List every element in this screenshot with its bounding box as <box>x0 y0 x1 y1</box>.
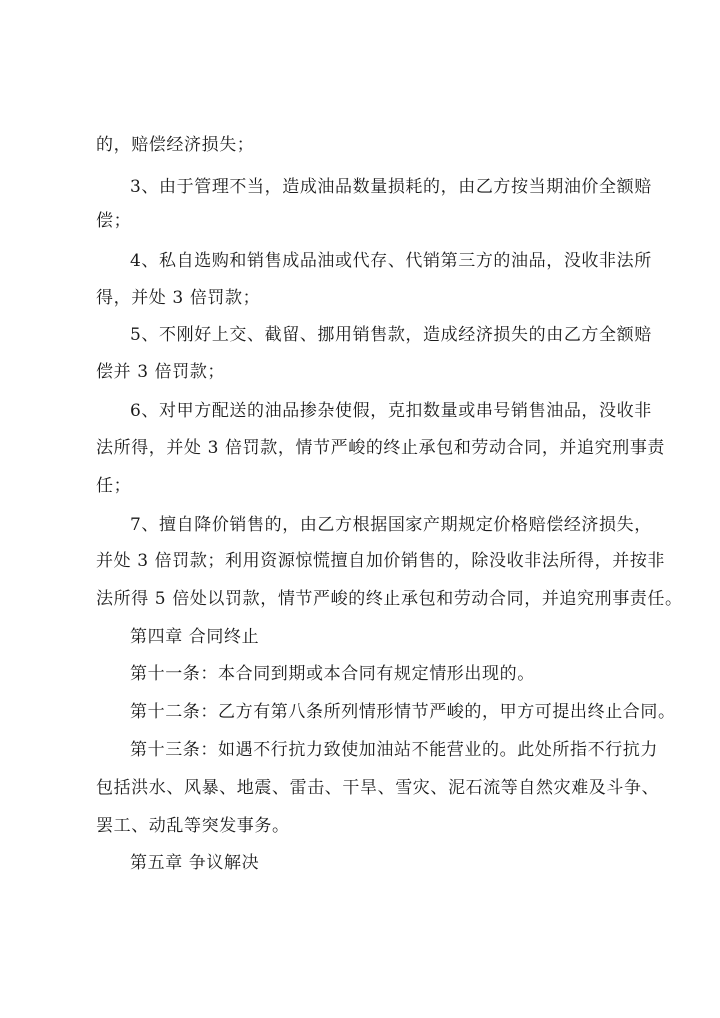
article-line: 第十二条：乙方有第八条所列情形情节严峻的，甲方可提出终止合同。 <box>130 702 676 722</box>
chapter-heading: 第五章 争议解决 <box>130 853 260 873</box>
article-line: 第十一条：本合同到期或本合同有规定情形出现的。 <box>130 664 535 684</box>
text-line: 偿； <box>96 211 132 231</box>
text-line: 法所得 5 倍处以罚款，情节严峻的终止承包和劳动合同，并追究刑事责任。 <box>96 589 683 609</box>
text-line: 偿并 3 倍罚款； <box>96 362 226 382</box>
chapter-heading: 第四章 合同终止 <box>130 627 260 647</box>
text-line: 的，赔偿经济损失； <box>96 135 255 155</box>
text-line: 任； <box>96 476 132 496</box>
text-line: 5、不刚好上交、截留、挪用销售款，造成经济损失的由乙方全额赔 <box>130 325 652 345</box>
text-line: 4、私自选购和销售成品油或代存、代销第三方的油品，没收非法所 <box>130 251 652 271</box>
text-line: 6、对甲方配送的油品掺杂使假，克扣数量或串号销售油品，没收非 <box>130 401 652 421</box>
text-line: 并处 3 倍罚款；利用资源惊慌擅自加价销售的，除没收非法所得，并按非 <box>96 551 666 571</box>
article-line: 第十三条：如遇不行抗力致使加油站不能营业的。此处所指不行抗力 <box>130 740 658 760</box>
text-line: 包括洪水、风暴、地震、雷击、干旱、雪灾、泥石流等自然灾难及斗争、 <box>96 778 660 798</box>
text-line: 7、擅自降价销售的，由乙方根据国家产期规定价格赔偿经济损失， <box>130 515 652 535</box>
text-line: 得，并处 3 倍罚款； <box>96 288 261 308</box>
text-line: 法所得，并处 3 倍罚款，情节严峻的终止承包和劳动合同，并追究刑事责 <box>96 438 666 458</box>
text-line: 罢工、动乱等突发事务。 <box>96 816 290 836</box>
text-line: 3、由于管理不当，造成油品数量损耗的，由乙方按当期油价全额赔 <box>130 177 652 197</box>
